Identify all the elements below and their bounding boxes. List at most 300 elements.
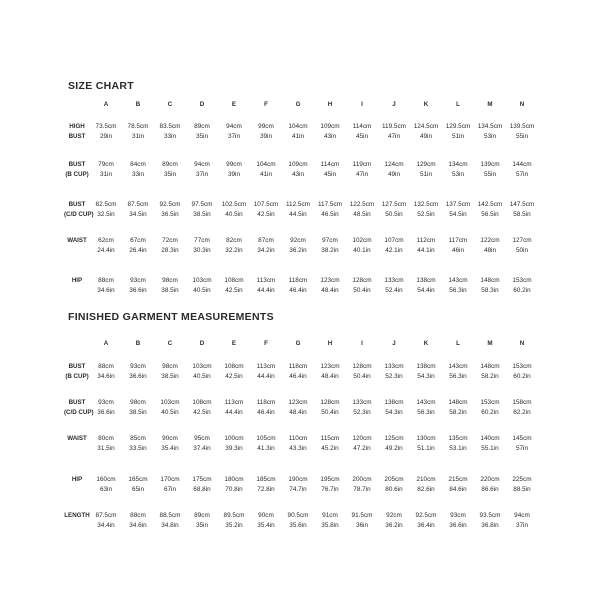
value-in: 34.6in <box>97 373 115 380</box>
value-cm: 123cm <box>288 399 308 406</box>
row-label: WAIST <box>67 237 87 244</box>
measurement-row-in <box>64 486 538 494</box>
row-label-sub <box>64 287 90 295</box>
value-in: 38.5in <box>161 373 179 380</box>
value-in: 29in <box>99 133 113 140</box>
value-in: 60.2in <box>513 373 531 380</box>
value-cm: 153cm <box>512 363 532 370</box>
value-cm: 148cm <box>480 277 500 284</box>
value-cm: 158cm <box>512 399 532 406</box>
value-cm: 77cm <box>194 237 210 244</box>
value-cm: 93cm <box>130 363 146 370</box>
value-in: 63in <box>99 486 113 493</box>
value-in: 41in <box>291 133 305 140</box>
value-in: 47in <box>387 133 401 140</box>
value-in: 80.6in <box>385 486 403 493</box>
value-in: 43in <box>323 133 337 140</box>
value-in: 30.3in <box>193 247 211 254</box>
value-in: 60.2in <box>481 409 499 416</box>
value-in: 55in <box>515 133 529 140</box>
value-cm: 82cm <box>226 237 242 244</box>
value-cm: 147.5cm <box>509 201 535 208</box>
value-in: 46.5in <box>321 211 339 218</box>
value-cm: 92.5cm <box>159 201 181 208</box>
value-cm: 105cm <box>256 435 276 442</box>
measurement-row-cm <box>64 237 538 245</box>
value-in: 84.6in <box>449 486 467 493</box>
size-header: J <box>392 340 396 347</box>
value-in: 45in <box>323 171 337 178</box>
value-in: 52.4in <box>385 287 403 294</box>
value-in: 35.4in <box>257 522 275 529</box>
value-cm: 139cm <box>480 161 500 168</box>
value-cm: 107.5cm <box>253 201 279 208</box>
value-cm: 142.5cm <box>477 201 503 208</box>
value-in: 56.3in <box>449 287 467 294</box>
value-cm: 89cm <box>162 161 178 168</box>
measurement-row-cm <box>64 277 538 285</box>
value-in: 34.6in <box>97 287 115 294</box>
value-in: 49in <box>419 133 433 140</box>
value-in: 47.2in <box>353 445 371 452</box>
value-in: 44.4in <box>257 287 275 294</box>
value-in: 57in <box>515 445 529 452</box>
value-cm: 118cm <box>288 277 308 284</box>
value-in: 34.6in <box>129 522 147 529</box>
measurement-row-cm <box>64 161 538 169</box>
row-label-sub: (B CUP) <box>65 373 89 380</box>
size-header: C <box>167 340 173 347</box>
value-in: 54.5in <box>449 211 467 218</box>
value-in: 36.8in <box>481 522 499 529</box>
value-in: 37in <box>195 171 209 178</box>
value-cm: 85cm <box>130 435 146 442</box>
value-cm: 135cm <box>448 435 468 442</box>
value-in: 57in <box>515 171 529 178</box>
row-label-sub: (C/D CUP) <box>64 211 94 218</box>
value-cm: 88cm <box>130 512 146 519</box>
value-in: 52.3in <box>385 373 403 380</box>
value-cm: 220cm <box>480 476 500 483</box>
value-cm: 73.5cm <box>95 123 117 130</box>
size-header-row <box>64 340 538 348</box>
value-cm: 93.5cm <box>479 512 501 519</box>
value-cm: 117.5cm <box>317 201 343 208</box>
value-cm: 102cm <box>352 237 372 244</box>
value-cm: 190cm <box>288 476 308 483</box>
value-cm: 108cm <box>192 399 212 406</box>
value-cm: 120cm <box>352 435 372 442</box>
value-in: 50.4in <box>353 373 371 380</box>
value-cm: 134cm <box>448 161 468 168</box>
value-cm: 138cm <box>416 363 436 370</box>
value-in: 34.8in <box>161 522 179 529</box>
value-in: 43in <box>291 171 305 178</box>
value-in: 36.6in <box>449 522 467 529</box>
row-label-sub <box>64 486 90 494</box>
size-header: A <box>103 340 109 347</box>
value-in: 56.3in <box>417 409 435 416</box>
row-label: HIP <box>71 476 83 483</box>
measurement-row-in <box>64 373 538 381</box>
value-in: 50.5in <box>385 211 403 218</box>
value-cm: 107cm <box>384 237 404 244</box>
value-cm: 90cm <box>258 512 274 519</box>
value-in: 33in <box>163 133 177 140</box>
row-label: BUST <box>68 363 86 370</box>
value-cm: 104cm <box>256 161 276 168</box>
size-chart-title: SIZE CHART <box>68 80 134 92</box>
value-in: 65in <box>131 486 145 493</box>
value-in: 48in <box>483 247 497 254</box>
value-cm: 122cm <box>480 237 500 244</box>
value-in: 35in <box>163 171 177 178</box>
value-cm: 87.5cm <box>127 201 149 208</box>
value-in: 86.6in <box>481 486 499 493</box>
value-cm: 100cm <box>224 435 244 442</box>
value-cm: 87cm <box>258 237 274 244</box>
value-in: 38.5in <box>129 409 147 416</box>
value-in: 40.5in <box>193 373 211 380</box>
value-in: 51.1in <box>417 445 435 452</box>
value-in: 24.4in <box>97 247 115 254</box>
value-in: 36.5in <box>161 211 179 218</box>
value-in: 39in <box>227 171 241 178</box>
value-cm: 153cm <box>480 399 500 406</box>
value-cm: 104cm <box>288 123 308 130</box>
size-header: N <box>519 340 525 347</box>
value-in: 36.6in <box>97 409 115 416</box>
value-in: 58.2in <box>481 373 499 380</box>
value-cm: 129.5cm <box>445 123 471 130</box>
value-cm: 130cm <box>416 435 436 442</box>
value-cm: 89cm <box>194 123 210 130</box>
value-cm: 78.5cm <box>127 123 149 130</box>
size-header: D <box>199 101 205 108</box>
value-cm: 108cm <box>224 277 244 284</box>
value-cm: 103cm <box>192 363 212 370</box>
value-cm: 123cm <box>320 277 340 284</box>
size-header: I <box>361 340 363 347</box>
value-cm: 123cm <box>320 363 340 370</box>
value-in: 39.3in <box>225 445 243 452</box>
measurement-row-cm <box>64 476 538 484</box>
value-cm: 145cm <box>512 435 532 442</box>
value-cm: 128cm <box>320 399 340 406</box>
value-cm: 170cm <box>160 476 180 483</box>
value-in: 47in <box>355 171 369 178</box>
value-cm: 94cm <box>226 123 242 130</box>
value-in: 45.2in <box>321 445 339 452</box>
value-cm: 113cm <box>256 277 276 284</box>
value-cm: 98cm <box>162 277 178 284</box>
size-header: M <box>487 101 493 108</box>
value-in: 76.7in <box>321 486 339 493</box>
value-in: 70.8in <box>225 486 243 493</box>
value-in: 50.4in <box>321 409 339 416</box>
row-label: BUST <box>68 161 86 168</box>
value-in: 49in <box>387 171 401 178</box>
value-cm: 200cm <box>352 476 372 483</box>
value-cm: 99cm <box>258 123 274 130</box>
row-label: HIGH <box>69 123 85 130</box>
value-cm: 133cm <box>352 399 372 406</box>
value-in: 54.3in <box>417 373 435 380</box>
value-in: 33in <box>131 171 145 178</box>
size-header: E <box>231 101 237 108</box>
size-header: B <box>135 340 141 347</box>
value-cm: 87.5cm <box>95 512 117 519</box>
value-in: 36.2in <box>289 247 307 254</box>
measurement-row-cm <box>64 435 538 443</box>
value-cm: 109cm <box>320 123 340 130</box>
value-in: 48.4in <box>321 287 339 294</box>
value-cm: 128cm <box>352 363 372 370</box>
measurement-row-in <box>64 247 538 255</box>
row-label-sub: BUST <box>68 133 86 140</box>
size-header: L <box>456 340 460 347</box>
value-in: 42.1in <box>385 247 403 254</box>
measurement-row-in <box>64 171 538 179</box>
value-in: 38.2in <box>321 247 339 254</box>
row-label-sub <box>64 247 90 255</box>
value-in: 56.5in <box>481 211 499 218</box>
value-cm: 88.5cm <box>159 512 181 519</box>
value-in: 53in <box>483 133 497 140</box>
row-label: LENGTH <box>64 512 90 519</box>
value-cm: 185cm <box>256 476 276 483</box>
measurement-row-in <box>64 522 538 530</box>
value-cm: 132.5cm <box>413 201 439 208</box>
value-in: 36in <box>355 522 369 529</box>
size-header-row <box>64 101 538 109</box>
value-in: 40.5in <box>161 409 179 416</box>
value-cm: 143cm <box>448 363 468 370</box>
value-cm: 139.5cm <box>509 123 535 130</box>
value-cm: 125cm <box>384 435 404 442</box>
value-in: 68.8in <box>193 486 211 493</box>
measurement-row-cm <box>64 363 538 371</box>
finished-garment-table <box>64 340 538 530</box>
value-in: 58.3in <box>481 287 499 294</box>
value-cm: 97.5cm <box>191 201 213 208</box>
value-in: 34.2in <box>257 247 275 254</box>
value-in: 54.4in <box>417 287 435 294</box>
value-in: 40.1in <box>353 247 371 254</box>
value-cm: 103cm <box>192 277 212 284</box>
size-header: F <box>264 101 268 108</box>
row-label-sub: (B CUP) <box>65 171 89 178</box>
value-cm: 128cm <box>352 277 372 284</box>
size-header: G <box>295 340 301 347</box>
value-in: 55in <box>483 171 497 178</box>
value-cm: 93cm <box>450 512 466 519</box>
value-cm: 93cm <box>130 277 146 284</box>
value-cm: 112cm <box>416 237 436 244</box>
size-header: E <box>231 340 237 347</box>
value-cm: 117cm <box>448 237 468 244</box>
value-cm: 215cm <box>448 476 468 483</box>
value-in: 34.5in <box>129 211 147 218</box>
value-in: 51in <box>451 133 465 140</box>
measurement-row-cm <box>64 201 538 209</box>
row-label-sub <box>64 522 90 530</box>
value-cm: 175cm <box>192 476 212 483</box>
value-in: 28.3in <box>161 247 179 254</box>
value-cm: 92.5cm <box>415 512 437 519</box>
size-header: H <box>327 101 333 108</box>
value-cm: 97cm <box>322 237 338 244</box>
value-in: 44.4in <box>257 373 275 380</box>
value-in: 35in <box>195 522 209 529</box>
value-cm: 119cm <box>352 161 372 168</box>
value-cm: 95cm <box>194 435 210 442</box>
value-cm: 109cm <box>288 161 308 168</box>
value-in: 46.4in <box>289 373 307 380</box>
value-cm: 90cm <box>162 435 178 442</box>
size-header: J <box>392 101 396 108</box>
value-in: 44.5in <box>289 211 307 218</box>
value-cm: 122.5cm <box>349 201 375 208</box>
measurement-row-in <box>64 133 538 141</box>
value-in: 67in <box>163 486 177 493</box>
value-cm: 148cm <box>448 399 468 406</box>
value-in: 31in <box>99 171 113 178</box>
value-in: 42.5in <box>257 211 275 218</box>
value-cm: 210cm <box>416 476 436 483</box>
row-label: HIP <box>71 277 83 284</box>
value-cm: 160cm <box>96 476 116 483</box>
value-cm: 137.5cm <box>445 201 471 208</box>
value-cm: 102.5cm <box>221 201 247 208</box>
value-in: 41in <box>259 171 273 178</box>
value-cm: 91.5cm <box>351 512 373 519</box>
value-in: 74.7in <box>289 486 307 493</box>
value-cm: 118cm <box>288 363 308 370</box>
finished-garment-title: FINISHED GARMENT MEASUREMENTS <box>68 311 274 323</box>
value-cm: 91cm <box>322 512 338 519</box>
value-cm: 144cm <box>512 161 532 168</box>
value-in: 34.4in <box>97 522 115 529</box>
value-in: 37in <box>515 522 529 529</box>
value-cm: 127.5cm <box>381 201 407 208</box>
value-cm: 153cm <box>512 277 532 284</box>
value-cm: 88cm <box>98 363 114 370</box>
value-in: 39in <box>259 133 273 140</box>
value-in: 38.5in <box>161 287 179 294</box>
value-in: 46.4in <box>257 409 275 416</box>
measurement-row-in <box>64 409 538 417</box>
value-cm: 143cm <box>448 277 468 284</box>
value-cm: 80cm <box>98 435 114 442</box>
value-in: 56.3in <box>449 373 467 380</box>
size-header: G <box>295 101 301 108</box>
size-header: D <box>199 340 205 347</box>
value-in: 42.5in <box>225 373 243 380</box>
value-in: 42.5in <box>225 287 243 294</box>
value-cm: 94cm <box>514 512 530 519</box>
value-cm: 113cm <box>256 363 276 370</box>
size-header: N <box>519 101 525 108</box>
size-header: M <box>487 340 493 347</box>
value-in: 78.7in <box>353 486 371 493</box>
row-label-sub <box>64 445 90 453</box>
value-cm: 138cm <box>416 277 436 284</box>
value-cm: 82.5cm <box>95 201 117 208</box>
value-in: 35.8in <box>321 522 339 529</box>
measurement-row-cm <box>64 399 538 407</box>
value-in: 31in <box>131 133 145 140</box>
value-in: 72.8in <box>257 486 275 493</box>
value-in: 53.1in <box>449 445 467 452</box>
value-in: 44.4in <box>225 409 243 416</box>
size-header: A <box>103 101 109 108</box>
measurement-row-in <box>64 445 538 453</box>
value-cm: 134.5cm <box>477 123 503 130</box>
value-in: 36.4in <box>417 522 435 529</box>
value-in: 43.3in <box>289 445 307 452</box>
value-in: 52.5in <box>417 211 435 218</box>
value-in: 35.6in <box>289 522 307 529</box>
value-in: 35.2in <box>225 522 243 529</box>
value-in: 32.5in <box>97 211 115 218</box>
value-cm: 99cm <box>226 161 242 168</box>
value-in: 32.2in <box>225 247 243 254</box>
value-cm: 94cm <box>194 161 210 168</box>
row-label-sub: (C/D CUP) <box>64 409 94 416</box>
value-cm: 148cm <box>480 363 500 370</box>
header-corner <box>64 101 90 109</box>
value-in: 44.1in <box>417 247 435 254</box>
value-in: 45in <box>355 133 369 140</box>
size-chart-table <box>64 101 538 295</box>
value-cm: 119.5cm <box>381 123 407 130</box>
value-cm: 195cm <box>320 476 340 483</box>
value-cm: 89.5cm <box>223 512 245 519</box>
value-cm: 67cm <box>130 237 146 244</box>
value-cm: 115cm <box>320 435 340 442</box>
value-in: 36.2in <box>385 522 403 529</box>
value-cm: 83.5cm <box>159 123 181 130</box>
size-header: K <box>423 101 429 108</box>
value-in: 48.5in <box>353 211 371 218</box>
value-cm: 180cm <box>224 476 244 483</box>
value-in: 58.5in <box>513 211 531 218</box>
value-cm: 112.5cm <box>285 201 311 208</box>
value-cm: 114cm <box>320 161 340 168</box>
value-cm: 133cm <box>384 363 404 370</box>
value-in: 60.2in <box>513 287 531 294</box>
value-in: 31.5in <box>97 445 115 452</box>
size-header: H <box>327 340 333 347</box>
value-cm: 103cm <box>160 399 180 406</box>
value-in: 40.5in <box>193 287 211 294</box>
value-in: 38.5in <box>193 211 211 218</box>
value-in: 42.5in <box>193 409 211 416</box>
value-in: 41.3in <box>257 445 275 452</box>
header-corner <box>64 340 90 348</box>
value-cm: 62cm <box>98 237 114 244</box>
value-in: 52.3in <box>353 409 371 416</box>
value-cm: 72cm <box>162 237 178 244</box>
value-cm: 113cm <box>224 399 244 406</box>
value-cm: 143cm <box>416 399 436 406</box>
value-in: 58.2in <box>449 409 467 416</box>
value-in: 46.4in <box>289 287 307 294</box>
value-in: 50in <box>515 247 529 254</box>
value-cm: 140cm <box>480 435 500 442</box>
value-cm: 89cm <box>194 512 210 519</box>
